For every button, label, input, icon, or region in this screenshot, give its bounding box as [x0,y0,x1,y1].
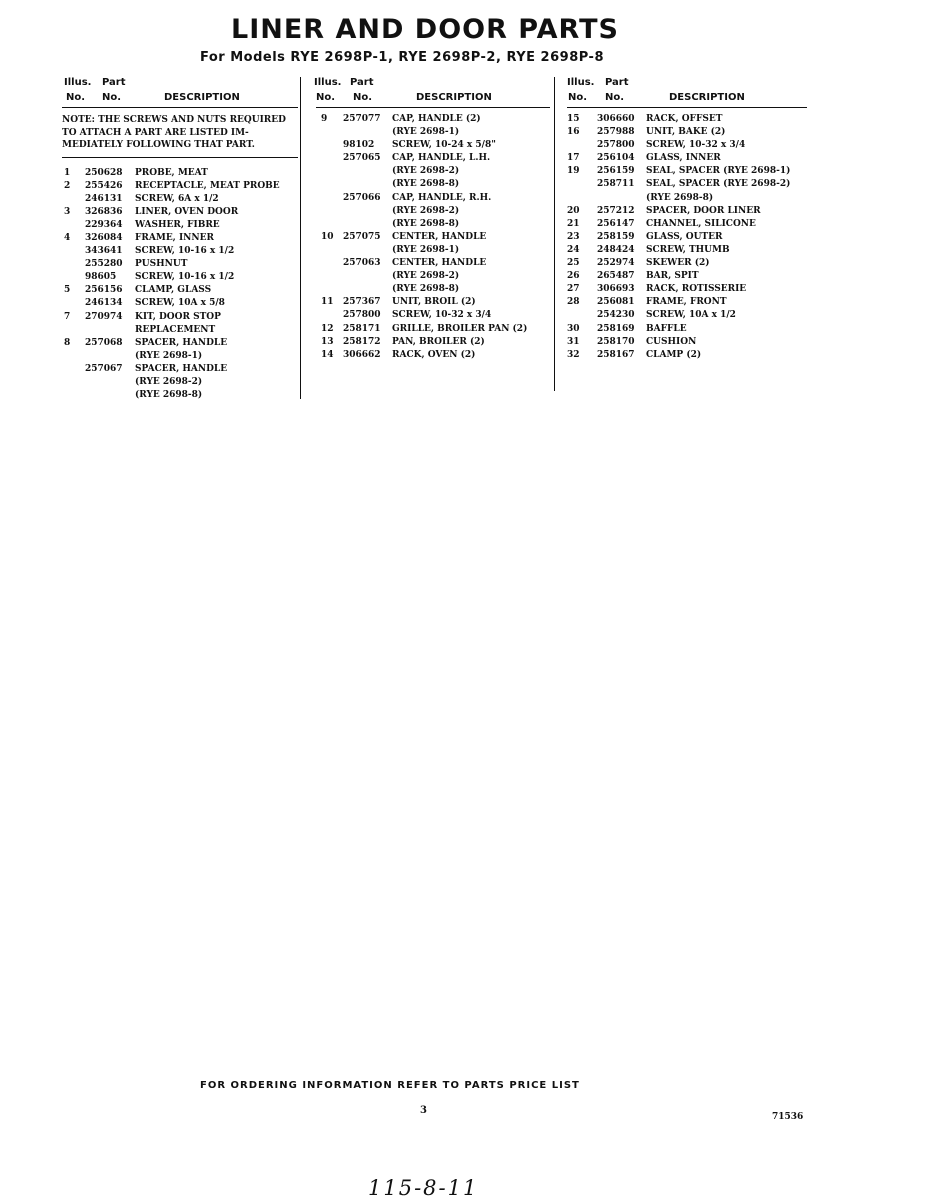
column-header [567,77,807,108]
part-description: PROBE, MEAT [135,167,208,178]
part-row [567,179,807,192]
part-description: SCREW, THUMB [646,244,730,255]
part-number: 257077 [343,114,381,124]
part-row [62,181,298,194]
part-description: CLAMP (2) [646,349,702,360]
part-row [62,233,298,246]
part-description: GLASS, INNER [646,153,721,164]
part-row [62,377,298,390]
illus-number: 11 [321,297,334,308]
part-description: SPACER, HANDLE [135,363,228,374]
part-number: 250628 [85,167,123,178]
illus-number: 21 [567,218,580,229]
part-row [62,246,298,259]
header-part: Part [102,77,126,88]
illus-number: 30 [567,323,580,334]
part-description: SCREW, 10-16 x 1/2 [135,246,235,257]
part-row [316,140,550,153]
illus-number: 31 [567,336,580,347]
parts-list [567,114,807,363]
part-row [62,351,298,364]
part-description: SPACER, HANDLE [135,337,228,348]
part-description: SPACER, DOOR LINER [646,205,761,216]
part-row [62,298,298,311]
parts-list [62,168,298,404]
part-number: 257068 [85,337,123,348]
illus-number: 23 [567,231,580,242]
part-description: RACK, OVEN (2) [392,349,476,360]
part-description: SEAL, SPACER (RYE 2698-2) [646,179,791,190]
document-code: 71536 [772,1112,804,1122]
part-description: SCREW, 10-32 x 3/4 [646,140,746,151]
part-number: 257212 [597,205,635,216]
illus-number: 19 [567,166,580,177]
part-description: SCREW, 6A x 1/2 [135,193,219,204]
part-row [567,232,807,245]
part-description: (RYE 2698-1) [392,244,460,255]
part-row [316,219,550,232]
part-number: 258170 [597,336,635,347]
part-description: FRAME, INNER [135,232,214,243]
part-description: CUSHION [646,336,697,347]
parts-list [316,114,550,363]
header-no: No. [66,92,86,103]
part-description: SCREW, 10-32 x 3/4 [392,310,492,321]
part-description: RACK, OFFSET [646,114,723,124]
ordering-footer: FOR ORDERING INFORMATION REFER TO PARTS PRICE LIST [200,1080,580,1091]
part-row [316,324,550,337]
part-number: 257075 [343,231,381,242]
part-row [62,338,298,351]
part-description: REPLACEMENT [135,324,216,335]
illus-number: 20 [567,205,580,216]
part-description: RECEPTACLE, MEAT PROBE [135,180,280,191]
part-row [316,310,550,323]
part-number: 258172 [343,336,381,347]
illus-number: 9 [321,114,328,124]
part-description: (RYE 2698-2) [392,205,460,216]
part-description: (RYE 2698-8) [135,390,203,401]
part-description: SEAL, SPACER (RYE 2698-1) [646,166,791,177]
part-number: 265487 [597,271,635,282]
part-row [316,153,550,166]
part-description: CENTER, HANDLE [392,231,487,242]
part-row [62,259,298,272]
part-number: 326084 [85,232,123,243]
header-part-no: No. [102,92,122,103]
illus-number: 13 [321,336,334,347]
part-row [316,258,550,271]
part-description: CAP, HANDLE, R.H. [392,192,492,203]
part-description: (RYE 2698-8) [392,218,460,229]
illus-number: 16 [567,127,580,138]
part-number: 257367 [343,297,381,308]
part-row [316,193,550,206]
part-number: 258171 [343,323,381,334]
part-description: (RYE 2698-8) [646,192,714,203]
part-number: 257067 [85,363,123,374]
header-part-no: No. [353,92,373,103]
part-description: SCREW, 10-24 x 5/8" [392,140,496,151]
part-description: CAP, HANDLE (2) [392,114,481,124]
part-number: 246131 [85,193,123,204]
header-part: Part [350,77,374,88]
part-description: SCREW, 10A x 1/2 [646,310,736,321]
part-description: GLASS, OUTER [646,231,723,242]
illus-number: 10 [321,231,334,242]
part-row [62,168,298,181]
parts-column-3 [567,77,807,363]
handwritten-note: 115-8-11 [368,1176,479,1200]
illus-number: 28 [567,297,580,308]
part-row [567,193,807,206]
illus-number: 32 [567,349,580,360]
part-description: SCREW, 10-16 x 1/2 [135,272,235,283]
part-row [567,350,807,363]
part-number: 257988 [597,127,635,138]
part-row [567,245,807,258]
part-row [567,114,807,127]
part-row [567,310,807,323]
parts-column-2 [316,77,550,363]
part-row [567,324,807,337]
part-description: FRAME, FRONT [646,297,727,308]
illus-number: 14 [321,349,334,360]
part-number: 98102 [343,140,375,151]
part-description: PAN, BROILER (2) [392,336,485,347]
part-number: 326836 [85,206,123,217]
part-description: RACK, ROTISSERIE [646,284,747,295]
part-row [567,284,807,297]
header-part: Part [605,77,629,88]
part-description: CENTER, HANDLE [392,258,487,269]
part-number: 255426 [85,180,123,191]
part-row [316,179,550,192]
part-row [567,271,807,284]
part-number: 257065 [343,153,381,164]
header-description: DESCRIPTION [669,92,745,103]
part-description: UNIT, BROIL (2) [392,297,476,308]
part-row [62,272,298,285]
part-row [316,127,550,140]
part-number: 229364 [85,219,123,230]
header-illus: Illus. [567,77,595,88]
part-description: KIT, DOOR STOP [135,311,221,322]
part-description: CAP, HANDLE, L.H. [392,153,491,164]
models-subtitle: For Models RYE 2698P-1, RYE 2698P-2, RYE 2698P-8 [200,50,604,65]
part-number: 257063 [343,258,381,269]
parts-column-1 [62,77,298,403]
page-number: 3 [420,1105,427,1116]
part-number: 258169 [597,323,635,334]
part-number: 256104 [597,153,635,164]
part-number: 343641 [85,246,123,257]
part-row [62,312,298,325]
part-number: 248424 [597,244,635,255]
part-number: 256081 [597,297,635,308]
part-number: 252974 [597,258,635,269]
part-row [316,114,550,127]
part-row [62,207,298,220]
part-number: 256159 [597,166,635,177]
illus-number: 12 [321,323,334,334]
part-row [62,390,298,403]
part-description: GRILLE, BROILER PAN (2) [392,323,528,334]
part-description: LINER, OVEN DOOR [135,206,239,217]
illus-number: 7 [64,311,71,322]
header-illus: Illus. [314,77,342,88]
header-part-no: No. [605,92,625,103]
part-row [316,271,550,284]
illus-number: 15 [567,114,580,124]
part-description: CHANNEL, SILICONE [646,218,756,229]
part-row [62,285,298,298]
illus-number: 24 [567,244,580,255]
header-no: No. [316,92,336,103]
part-row [316,297,550,310]
page-title: LINER AND DOOR PARTS [231,14,619,45]
part-number: 258159 [597,231,635,242]
illus-number: 17 [567,153,580,164]
part-description: (RYE 2698-8) [392,179,460,190]
illus-number: 25 [567,258,580,269]
header-description: DESCRIPTION [164,92,240,103]
part-description: SKEWER (2) [646,258,710,269]
part-number: 270974 [85,311,123,322]
part-row [316,166,550,179]
column-header [316,77,550,108]
part-number: 257066 [343,192,381,203]
part-number: 256156 [85,285,123,296]
part-description: PUSHNUT [135,259,188,270]
header-no: No. [568,92,588,103]
part-description: WASHER, FIBRE [135,219,220,230]
illus-number: 4 [64,232,71,243]
part-description: BAFFLE [646,323,687,334]
part-description: (RYE 2698-2) [392,271,460,282]
header-illus: Illus. [64,77,92,88]
part-row [316,245,550,258]
part-row [567,337,807,350]
part-row [567,127,807,140]
part-description: SCREW, 10A x 5/8 [135,298,225,309]
part-number: 306693 [597,284,635,295]
part-number: 258711 [597,179,635,190]
illus-number: 26 [567,271,580,282]
part-row [316,350,550,363]
part-description: CLAMP, GLASS [135,285,212,296]
screws-note: NOTE: THE SCREWS AND NUTS REQUIRED TO ATTACH A PART ARE LISTED IM-MEDIATELY FOLLOWING THAT PART. [62,114,298,158]
illus-number: 3 [64,206,71,217]
part-description: (RYE 2698-8) [392,284,460,295]
part-number: 258167 [597,349,635,360]
part-number: 246134 [85,298,123,309]
part-row [567,166,807,179]
part-description: UNIT, BAKE (2) [646,127,726,138]
part-row [567,153,807,166]
illus-number: 1 [64,167,71,178]
header-description: DESCRIPTION [416,92,492,103]
part-number: 254230 [597,310,635,321]
part-description: (RYE 2698-1) [392,127,460,138]
part-number: 256147 [597,218,635,229]
part-description: (RYE 2698-1) [135,350,203,361]
part-row [567,258,807,271]
part-number: 257800 [597,140,635,151]
part-row [567,206,807,219]
column-header [62,77,298,108]
column-divider [554,77,555,391]
illus-number: 27 [567,284,580,295]
part-description: (RYE 2698-2) [135,377,203,387]
part-number: 306660 [597,114,635,124]
part-row [567,297,807,310]
illus-number: 2 [64,180,71,191]
part-row [62,364,298,377]
part-description: (RYE 2698-2) [392,166,460,177]
part-number: 98605 [85,272,117,283]
part-number: 257800 [343,310,381,321]
part-row [567,140,807,153]
part-description: BAR, SPIT [646,271,699,282]
column-divider [300,77,301,399]
part-row [62,325,298,338]
illus-number: 8 [64,337,71,348]
part-number: 306662 [343,349,381,360]
illus-number: 5 [64,285,71,296]
part-row [567,219,807,232]
part-row [316,337,550,350]
part-row [62,194,298,207]
part-row [316,232,550,245]
part-row [62,220,298,233]
part-row [316,206,550,219]
part-row [316,284,550,297]
part-number: 255280 [85,259,123,270]
